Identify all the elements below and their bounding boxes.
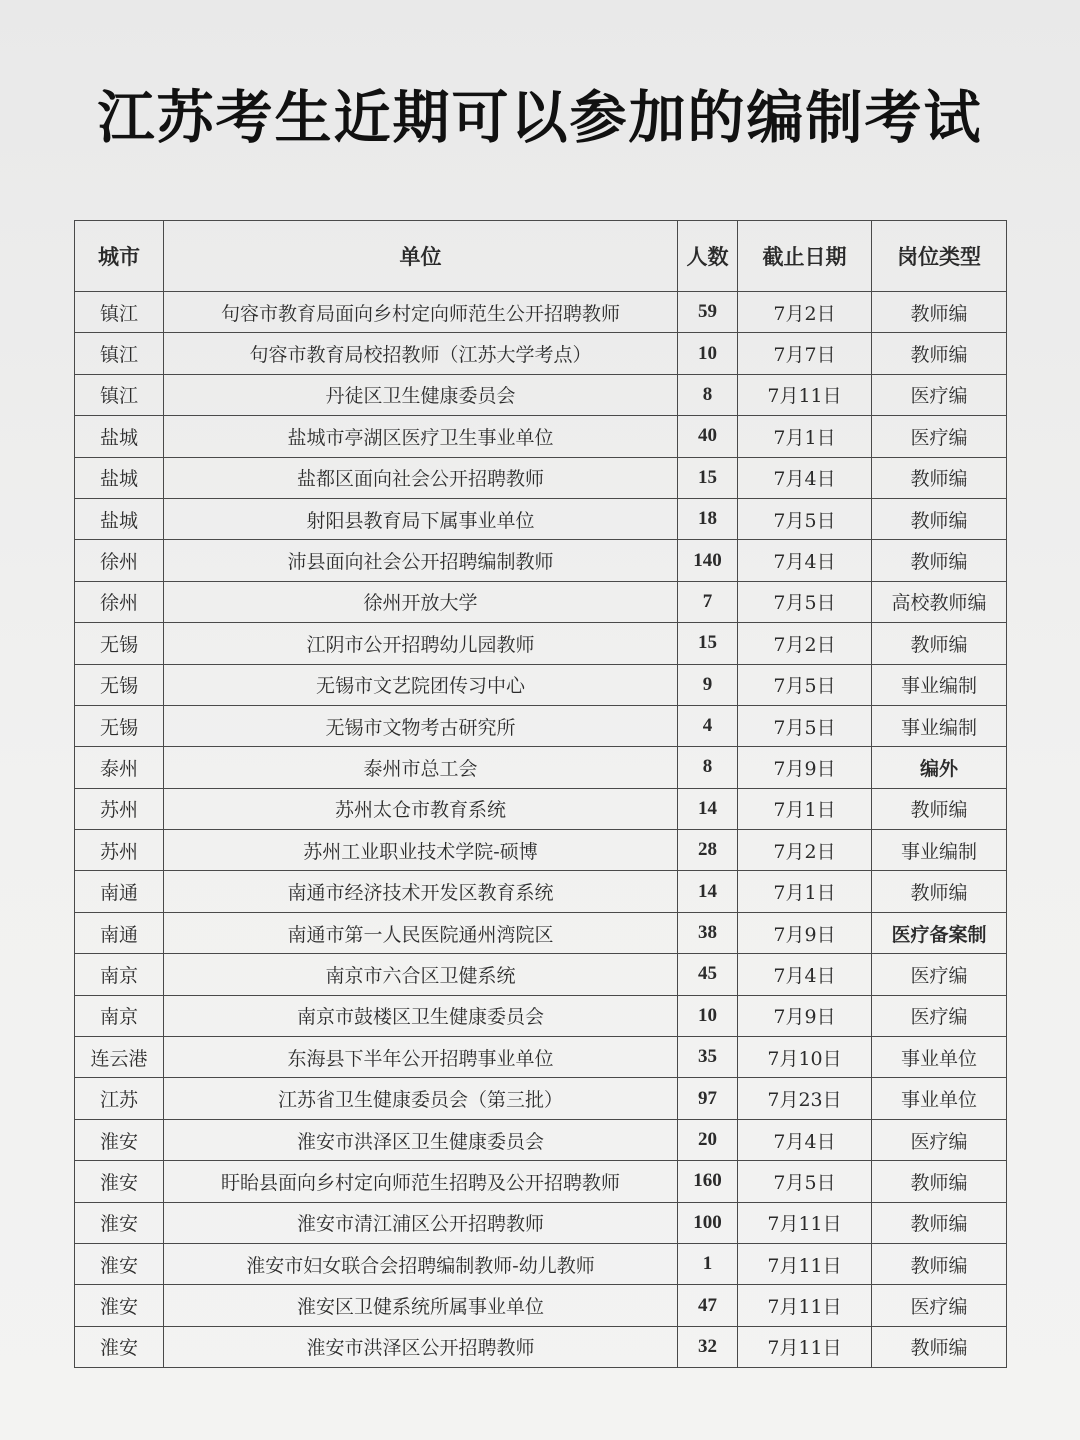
cell-unit: 苏州工业职业技术学院-硕博 — [164, 830, 678, 871]
cell-unit: 泰州市总工会 — [164, 747, 678, 788]
cell-deadline: 7月9日 — [738, 912, 872, 953]
cell-deadline: 7月9日 — [738, 995, 872, 1036]
cell-city: 南通 — [75, 912, 164, 953]
cell-count: 18 — [678, 498, 738, 539]
cell-position-type: 教师编 — [872, 623, 1007, 664]
table-row — [75, 1326, 1007, 1367]
table-row — [75, 788, 1007, 829]
cell-city: 连云港 — [75, 1037, 164, 1078]
cell-position-type: 教师编 — [872, 457, 1007, 498]
cell-position-type: 医疗编 — [872, 995, 1007, 1036]
cell-unit: 苏州太仓市教育系统 — [164, 788, 678, 829]
cell-position-type: 高校教师编 — [872, 581, 1007, 622]
cell-count: 38 — [678, 912, 738, 953]
cell-deadline: 7月23日 — [738, 1078, 872, 1119]
cell-count: 47 — [678, 1285, 738, 1326]
cell-unit: 淮安市妇女联合会招聘编制教师-幼儿教师 — [164, 1243, 678, 1284]
cell-city: 淮安 — [75, 1285, 164, 1326]
cell-count: 15 — [678, 457, 738, 498]
exam-table — [74, 220, 1007, 1368]
cell-unit: 淮安区卫健系统所属事业单位 — [164, 1285, 678, 1326]
cell-deadline: 7月2日 — [738, 623, 872, 664]
cell-city: 无锡 — [75, 623, 164, 664]
cell-position-type: 教师编 — [872, 1161, 1007, 1202]
cell-position-type: 教师编 — [872, 498, 1007, 539]
cell-deadline: 7月4日 — [738, 954, 872, 995]
cell-city: 盐城 — [75, 498, 164, 539]
cell-unit: 南京市六合区卫健系统 — [164, 954, 678, 995]
cell-city: 淮安 — [75, 1326, 164, 1367]
cell-city: 南通 — [75, 871, 164, 912]
cell-unit: 无锡市文物考古研究所 — [164, 705, 678, 746]
cell-count: 4 — [678, 705, 738, 746]
cell-unit: 淮安市洪泽区卫生健康委员会 — [164, 1119, 678, 1160]
table-row — [75, 1161, 1007, 1202]
cell-unit: 淮安市清江浦区公开招聘教师 — [164, 1202, 678, 1243]
cell-count: 59 — [678, 292, 738, 333]
cell-city: 盐城 — [75, 457, 164, 498]
cell-position-type: 医疗编 — [872, 954, 1007, 995]
cell-count: 8 — [678, 747, 738, 788]
cell-position-type: 医疗编 — [872, 374, 1007, 415]
cell-unit: 盐都区面向社会公开招聘教师 — [164, 457, 678, 498]
cell-deadline: 7月11日 — [738, 1326, 872, 1367]
table-row — [75, 995, 1007, 1036]
cell-city: 淮安 — [75, 1119, 164, 1160]
header-position-type: 岗位类型 — [872, 221, 1007, 292]
cell-city: 南京 — [75, 995, 164, 1036]
cell-count: 40 — [678, 416, 738, 457]
cell-unit: 徐州开放大学 — [164, 581, 678, 622]
table-row — [75, 1078, 1007, 1119]
cell-position-type: 事业单位 — [872, 1078, 1007, 1119]
cell-count: 14 — [678, 788, 738, 829]
cell-count: 7 — [678, 581, 738, 622]
table-row — [75, 1243, 1007, 1284]
table-row — [75, 664, 1007, 705]
cell-position-type: 教师编 — [872, 1326, 1007, 1367]
header-deadline: 截止日期 — [738, 221, 872, 292]
cell-deadline: 7月1日 — [738, 416, 872, 457]
cell-deadline: 7月1日 — [738, 871, 872, 912]
table-row — [75, 871, 1007, 912]
cell-position-type: 医疗编 — [872, 416, 1007, 457]
cell-city: 江苏 — [75, 1078, 164, 1119]
table-body — [75, 292, 1007, 1368]
cell-position-type: 教师编 — [872, 788, 1007, 829]
cell-city: 苏州 — [75, 830, 164, 871]
cell-city: 徐州 — [75, 540, 164, 581]
cell-unit: 句容市教育局面向乡村定向师范生公开招聘教师 — [164, 292, 678, 333]
cell-position-type: 事业编制 — [872, 664, 1007, 705]
cell-city: 苏州 — [75, 788, 164, 829]
cell-city: 无锡 — [75, 664, 164, 705]
cell-deadline: 7月5日 — [738, 581, 872, 622]
table-row — [75, 705, 1007, 746]
cell-count: 45 — [678, 954, 738, 995]
cell-unit: 江苏省卫生健康委员会（第三批） — [164, 1078, 678, 1119]
cell-deadline: 7月2日 — [738, 830, 872, 871]
cell-count: 10 — [678, 995, 738, 1036]
cell-deadline: 7月5日 — [738, 498, 872, 539]
page-title: 江苏考生近期可以参加的编制考试 — [97, 85, 983, 151]
cell-deadline: 7月4日 — [738, 457, 872, 498]
cell-position-type: 教师编 — [872, 871, 1007, 912]
header-city: 城市 — [75, 221, 164, 292]
cell-unit: 丹徒区卫生健康委员会 — [164, 374, 678, 415]
cell-city: 淮安 — [75, 1243, 164, 1284]
cell-city: 无锡 — [75, 705, 164, 746]
cell-city: 淮安 — [75, 1202, 164, 1243]
cell-count: 35 — [678, 1037, 738, 1078]
table-row — [75, 1037, 1007, 1078]
table-row — [75, 1119, 1007, 1160]
cell-count: 9 — [678, 664, 738, 705]
cell-position-type: 教师编 — [872, 1202, 1007, 1243]
cell-city: 泰州 — [75, 747, 164, 788]
cell-count: 10 — [678, 333, 738, 374]
cell-city: 盐城 — [75, 416, 164, 457]
cell-deadline: 7月11日 — [738, 1243, 872, 1284]
cell-deadline: 7月11日 — [738, 374, 872, 415]
cell-position-type: 教师编 — [872, 333, 1007, 374]
cell-city: 徐州 — [75, 581, 164, 622]
cell-position-type: 事业单位 — [872, 1037, 1007, 1078]
table-row — [75, 623, 1007, 664]
table-row — [75, 747, 1007, 788]
cell-count: 20 — [678, 1119, 738, 1160]
cell-deadline: 7月11日 — [738, 1285, 872, 1326]
cell-count: 160 — [678, 1161, 738, 1202]
cell-unit: 无锡市文艺院团传习中心 — [164, 664, 678, 705]
cell-count: 14 — [678, 871, 738, 912]
table-header-row — [75, 221, 1007, 292]
cell-count: 15 — [678, 623, 738, 664]
cell-unit: 南通市第一人民医院通州湾院区 — [164, 912, 678, 953]
cell-position-type: 事业编制 — [872, 705, 1007, 746]
cell-unit: 江阴市公开招聘幼儿园教师 — [164, 623, 678, 664]
cell-position-type: 医疗编 — [872, 1119, 1007, 1160]
cell-unit: 盐城市亭湖区医疗卫生事业单位 — [164, 416, 678, 457]
cell-position-type: 事业编制 — [872, 830, 1007, 871]
cell-count: 32 — [678, 1326, 738, 1367]
cell-position-type: 医疗备案制 — [872, 912, 1007, 953]
cell-deadline: 7月5日 — [738, 664, 872, 705]
cell-deadline: 7月4日 — [738, 540, 872, 581]
table-row — [75, 954, 1007, 995]
cell-deadline: 7月2日 — [738, 292, 872, 333]
cell-unit: 盱眙县面向乡村定向师范生招聘及公开招聘教师 — [164, 1161, 678, 1202]
cell-position-type: 教师编 — [872, 1243, 1007, 1284]
cell-deadline: 7月11日 — [738, 1202, 872, 1243]
table-row — [75, 912, 1007, 953]
cell-count: 97 — [678, 1078, 738, 1119]
cell-position-type: 编外 — [872, 747, 1007, 788]
cell-unit: 南京市鼓楼区卫生健康委员会 — [164, 995, 678, 1036]
cell-city: 镇江 — [75, 292, 164, 333]
cell-position-type: 教师编 — [872, 292, 1007, 333]
cell-deadline: 7月1日 — [738, 788, 872, 829]
cell-unit: 射阳县教育局下属事业单位 — [164, 498, 678, 539]
table-row — [75, 333, 1007, 374]
cell-deadline: 7月10日 — [738, 1037, 872, 1078]
header-count: 人数 — [678, 221, 738, 292]
cell-city: 镇江 — [75, 333, 164, 374]
cell-count: 8 — [678, 374, 738, 415]
table-row — [75, 498, 1007, 539]
table-row — [75, 292, 1007, 333]
cell-deadline: 7月5日 — [738, 705, 872, 746]
cell-position-type: 教师编 — [872, 540, 1007, 581]
cell-unit: 淮安市洪泽区公开招聘教师 — [164, 1326, 678, 1367]
cell-deadline: 7月7日 — [738, 333, 872, 374]
table-row — [75, 1202, 1007, 1243]
table-row — [75, 457, 1007, 498]
table-row — [75, 581, 1007, 622]
cell-count: 1 — [678, 1243, 738, 1284]
cell-unit: 东海县下半年公开招聘事业单位 — [164, 1037, 678, 1078]
cell-count: 100 — [678, 1202, 738, 1243]
cell-deadline: 7月9日 — [738, 747, 872, 788]
cell-city: 镇江 — [75, 374, 164, 415]
table-row — [75, 540, 1007, 581]
cell-position-type: 医疗编 — [872, 1285, 1007, 1326]
cell-deadline: 7月5日 — [738, 1161, 872, 1202]
cell-deadline: 7月4日 — [738, 1119, 872, 1160]
table-row — [75, 1285, 1007, 1326]
cell-city: 淮安 — [75, 1161, 164, 1202]
table-row — [75, 830, 1007, 871]
cell-count: 140 — [678, 540, 738, 581]
cell-unit: 句容市教育局校招教师（江苏大学考点） — [164, 333, 678, 374]
cell-city: 南京 — [75, 954, 164, 995]
table-row — [75, 374, 1007, 415]
cell-unit: 沛县面向社会公开招聘编制教师 — [164, 540, 678, 581]
header-unit: 单位 — [164, 221, 678, 292]
table-row — [75, 416, 1007, 457]
cell-count: 28 — [678, 830, 738, 871]
cell-unit: 南通市经济技术开发区教育系统 — [164, 871, 678, 912]
